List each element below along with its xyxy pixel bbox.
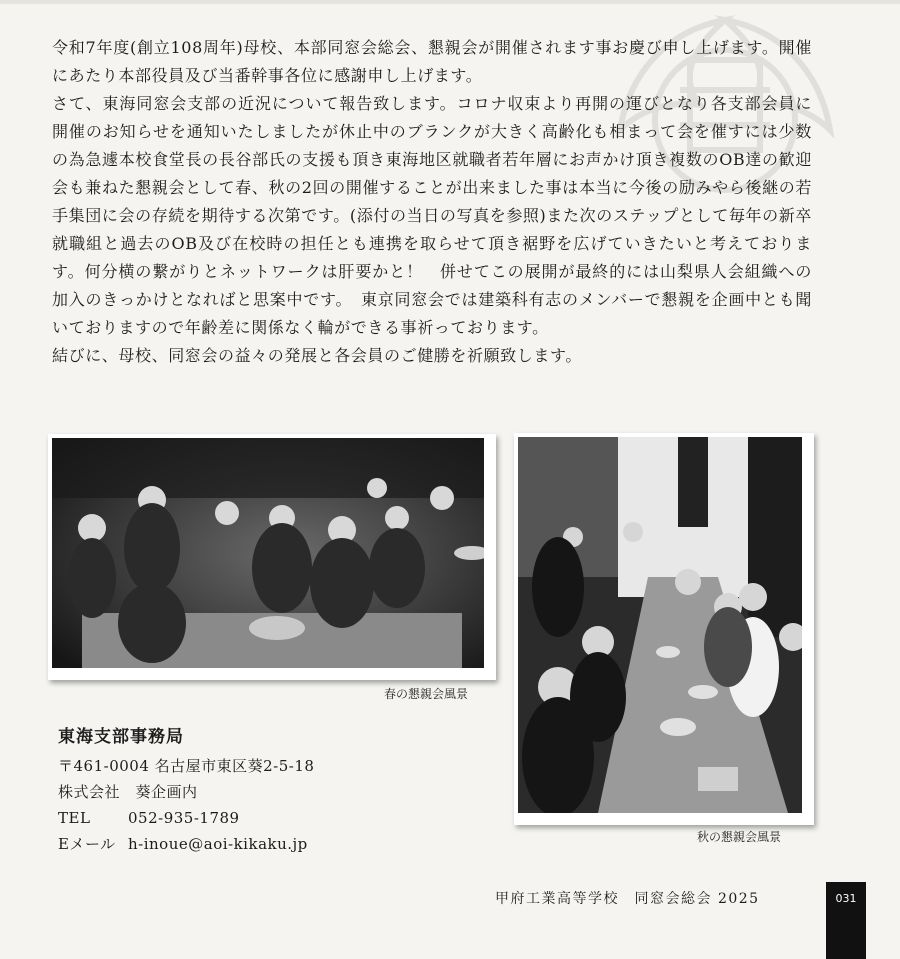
email-address: h-inoue@aoi-kikaku.jp	[128, 835, 308, 853]
email-label: Eメール	[58, 835, 116, 853]
autumn-photo-caption: 秋の懇親会風景	[697, 830, 782, 844]
paragraph-report: さて、東海同窓会支部の近況について報告致します。コロナ収束より再開の運びとなり各支部会員に開催のお知らせを通知いたしましたが休止中のブランクが大きく高齢化も相まって会を催すには少数の為急遽本校食堂長の長谷部氏の支援も頂き東海地区就職者若年層にお声かけ頂き複数のOB達の歓迎会も兼ねた懇親会として春、秋の2回の開催することが出来ました事は本当に今後の励みやら後継の若手集団に会の存続を期待する次第です。(添付の当日の写真を参照)また次のステップとして毎年の新卒就職組と過去のOB及び在校時の担任とも連携を取らせて頂き裾野を広げていきたいと考えております。何分横の繋がりとネットワークは肝要かと！ 併せてこの展開が最終的には山梨県人会組織への加入のきっかけとなればと思案中です。 東京同窓会では建築科有志のメンバーで懇親を企画中とも聞いておりますので年齢差に関係なく輪ができる事祈っております。	[52, 94, 812, 337]
office-company: 株式会社 葵企画内	[58, 783, 198, 801]
office-tel-row	[58, 805, 498, 831]
office-email-row	[58, 831, 498, 857]
page-number: 031	[826, 882, 866, 914]
autumn-party-photo	[514, 433, 814, 825]
spring-party-photo	[48, 434, 496, 680]
spring-photo-caption: 春の懇親会風景	[384, 687, 469, 701]
tel-label: TEL	[58, 809, 91, 827]
article-body	[52, 34, 812, 370]
tel-number: 052-935-1789	[128, 809, 240, 827]
office-title: 東海支部事務局	[58, 727, 184, 747]
office-address: 〒461-0004 名古屋市東区葵2-5-18	[58, 757, 315, 775]
paragraph-greeting: 令和7年度(創立108周年)母校、本部同窓会総会、懇親会が開催されます事お慶び申し上げます。開催にあたり本部役員及び当番幹事各位に感謝申し上げます。	[52, 38, 812, 85]
page-edge-bar	[826, 914, 866, 959]
paragraph-closing: 結びに、母校、同窓会の益々の発展と各会員のご健勝を祈願致します。	[52, 346, 582, 365]
office-info	[58, 722, 498, 857]
footer-publication-title: 甲府工業高等学校 同窓会総会 2025	[495, 891, 760, 907]
